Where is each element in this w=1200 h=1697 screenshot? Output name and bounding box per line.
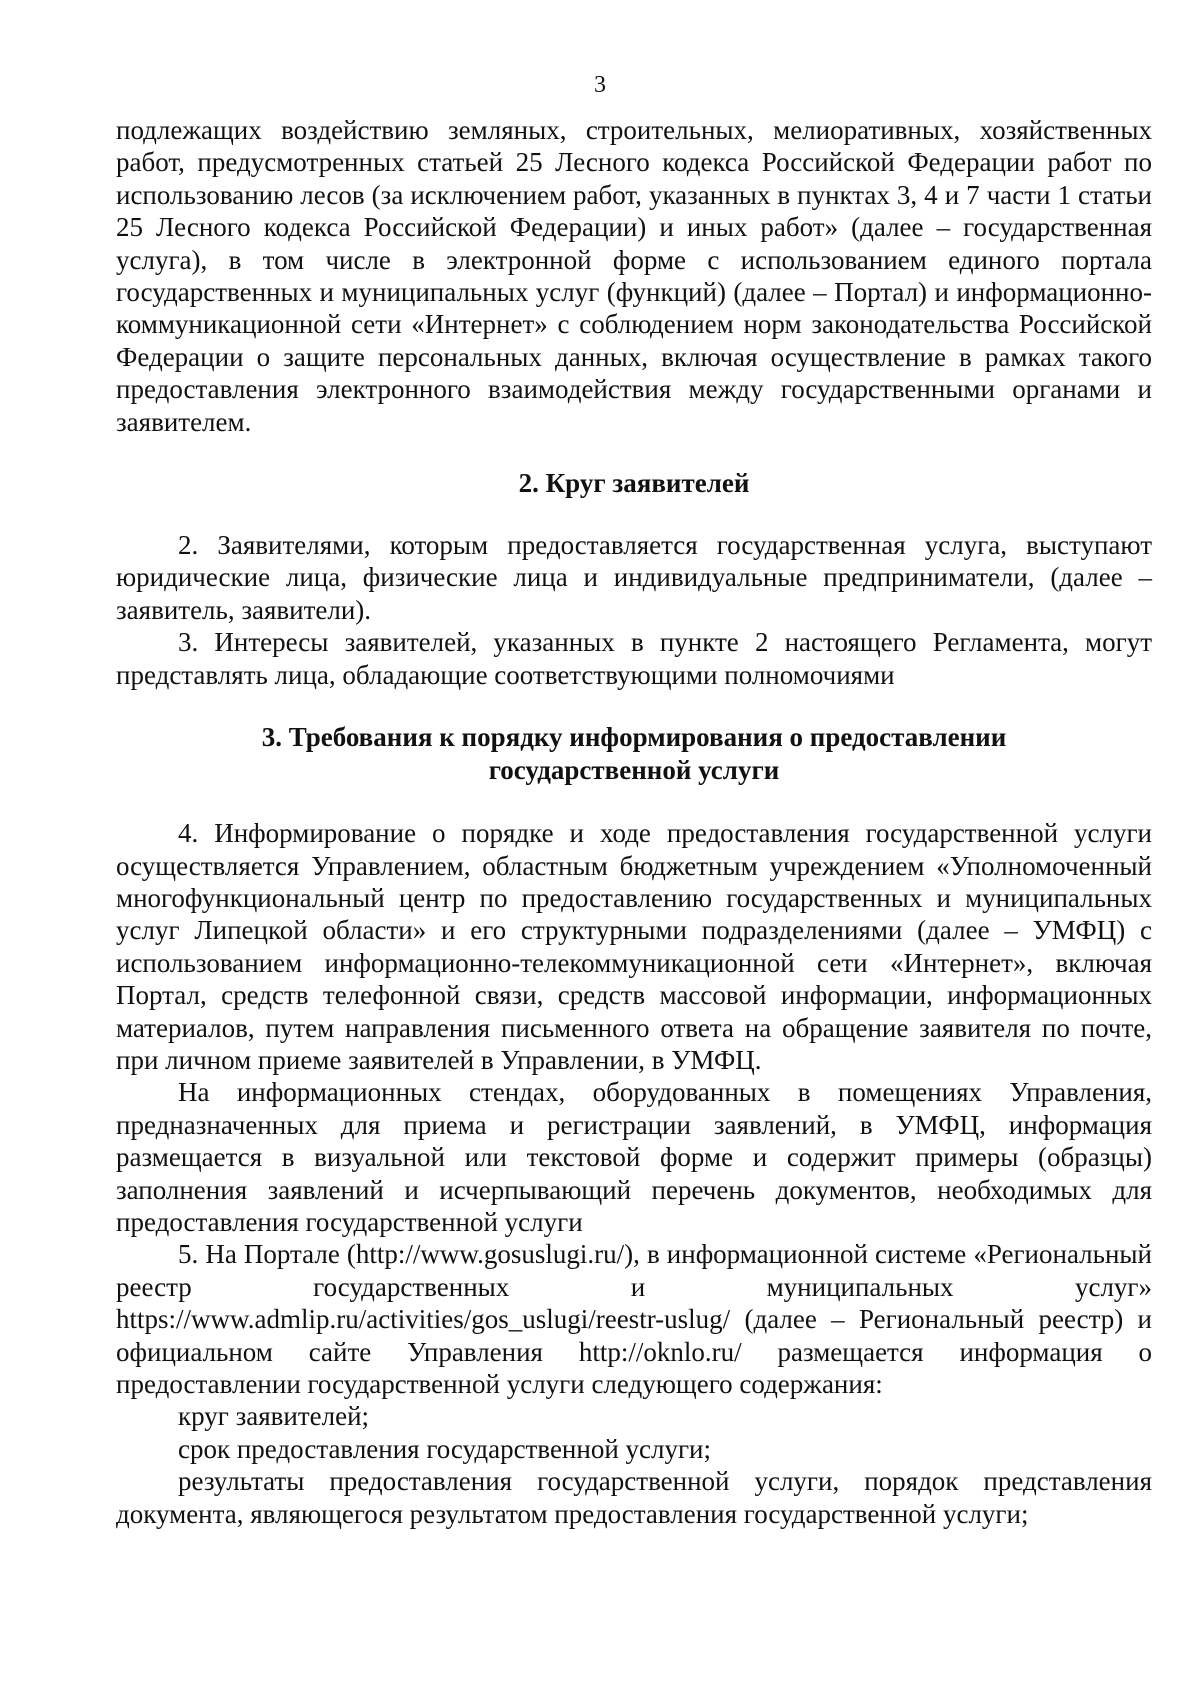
section-heading-informing-line-1: 3. Требования к порядку информирования о предоставлении [261,722,1007,753]
page-number: 3 [594,72,606,98]
section-heading-informing-line-2: государственной услуги [488,755,780,786]
list-item: круг заявителей; [178,1401,370,1432]
document-body [116,114,1152,1530]
paragraph-2: 2. Заявителями, которым предоставляется государственная услуга, выступают юридические лица, физические лица и индивидуальные предприниматели, (далее – заявитель, заявители). [116,530,1152,625]
paragraph-3: 3. Интересы заявителей, указанных в пункте 2 настоящего Регламента, могут представлять лица, обладающие соответствующими полномочиями [116,627,1152,690]
paragraph-intro: подлежащих воздействию земляных, строительных, мелиоративных, хозяйственных работ, предусмотренных статьей 25 Лесного кодекса Российской Федерации работ по использованию лесов (за исключением работ, указанных в пунктах 3, 4 и 7 части 1 статьи 25 Лесного кодекса Российской Федерации) и иных работ» (далее – государственная услуга), в том числе в электронной форме с использованием единого портала государственных и муниципальных услуг (функций) (далее – Портал) и информационно-коммуникационной сети «Интернет» с соблюдением норм законодательства Российской Федерации о защите персональных данных, включая осуществление в рамках такого предоставления электронного взаимодействия между государственными органами и заявителем. [116,115,1152,437]
section-heading-applicants: 2. Круг заявителей [518,468,750,499]
paragraph-5: 5. На Портале (http://www.gosuslugi.ru/), в информационной системе «Региональный реестр государственных и муниципальных услуг» https://www.admlip.ru/activities/gos_uslugi/reestr-uslug/ (далее – Региональный реестр) и официальном сайте Управления http://oknlo.ru/ размещается информация о предоставлении государственной услуги следующего содержания: [116,1239,1152,1399]
list-item: результаты предоставления государственной услуги, порядок представления документа, являющегося результатом предоставления государственной услуги; [116,1466,1152,1529]
section-heading-informing [116,721,1152,787]
paragraph-4: 4. Информирование о порядке и ходе предоставления государственной услуги осуществляется Управлением, областным бюджетным учреждением «Уполномоченный многофункциональный центр по предоставлению государственных и муниципальных услуг Липецкой области» и его структурными подразделениями (далее – УМФЦ) с использованием информационно-телекоммуникационной сети «Интернет», включая Портал, средств телефонной связи, средств массовой информации, информационных материалов, путем направления письменного ответа на обращение заявителя по почте, при личном приеме заявителей в Управлении, в УМФЦ. [116,818,1152,1075]
list-item: срок предоставления государственной услуги; [178,1433,712,1464]
paragraph-4-stands: На информационных стендах, оборудованных в помещениях Управления, предназначенных для приема и регистрации заявлений, в УМФЦ, информация размещается в визуальной или текстовой форме и содержит примеры (образцы) заполнения заявлений и исчерпывающий перечень документов, необходимых для предоставления государственной услуги [116,1077,1152,1237]
